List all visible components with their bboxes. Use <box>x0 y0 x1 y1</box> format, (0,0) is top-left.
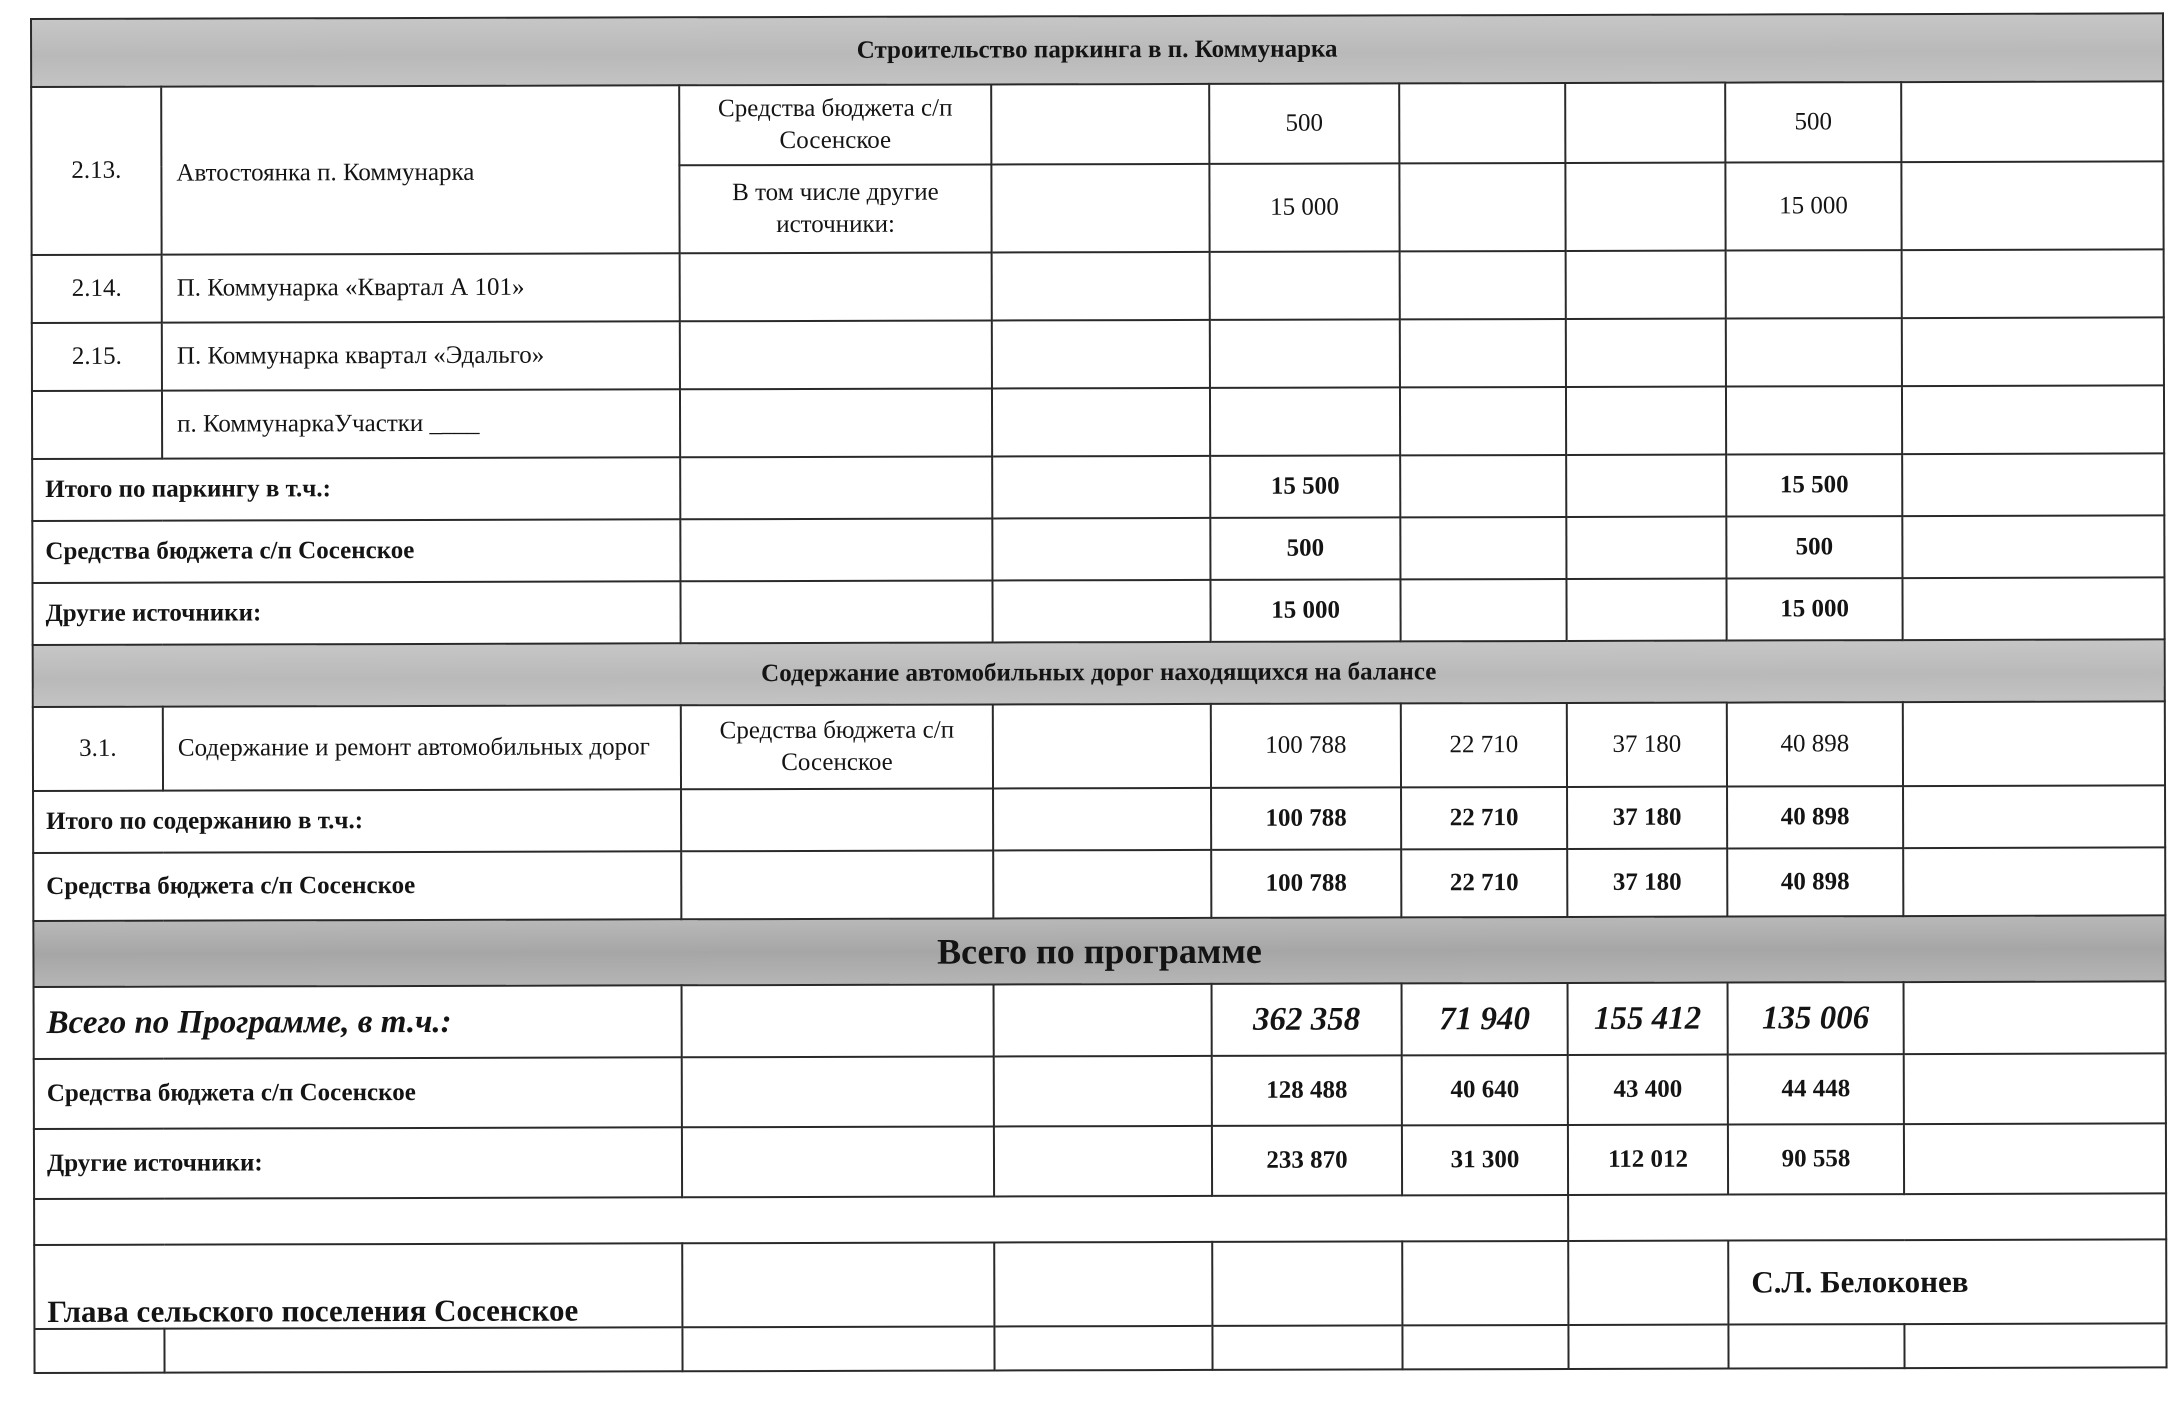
total-row <box>32 515 2164 583</box>
signature-title: Глава сельского поселения Сосенское <box>34 1243 682 1329</box>
year3-value: 40 898 <box>1727 786 1903 848</box>
empty-cell <box>992 580 1210 643</box>
row-number: 2.14. <box>32 255 162 323</box>
year2-value <box>1566 517 1726 579</box>
program-budget-table <box>30 12 2168 1374</box>
empty-cell <box>1901 81 2163 162</box>
empty-cell <box>682 1326 994 1371</box>
total-row <box>34 981 2166 1059</box>
empty-cell <box>34 1329 164 1373</box>
empty-cell <box>1901 161 2163 250</box>
empty-cell <box>1566 251 1726 319</box>
section-title-parking: Строительство паркинга в п. Коммунарка <box>31 13 2163 87</box>
empty-cell <box>1400 387 1566 455</box>
empty-cell <box>682 1056 994 1127</box>
row-name: П. Коммунарка квартал «Эдальго» <box>162 321 680 390</box>
total-row <box>32 453 2164 521</box>
empty-cell <box>1568 1241 1728 1325</box>
empty-cell <box>993 850 1211 919</box>
empty-cell <box>992 456 1210 519</box>
table-row <box>32 385 2164 459</box>
empty-cell <box>1212 1241 1402 1325</box>
empty-cell <box>1904 981 2166 1054</box>
total-value: 15 000 <box>1209 163 1399 251</box>
year3-value: 15 000 <box>1726 578 1902 640</box>
total-value: 100 788 <box>1211 703 1401 787</box>
empty-cell <box>1902 515 2164 578</box>
year1-value: 22 710 <box>1401 703 1567 787</box>
empty-cell <box>1904 1323 2166 1368</box>
year3-value: 15 000 <box>1725 162 1901 250</box>
year3-value: 90 558 <box>1728 1124 1904 1194</box>
section-header-row <box>31 13 2163 87</box>
signature-name: С.Л. Белоконев <box>1728 1239 2166 1324</box>
empty-cell <box>992 252 1210 321</box>
year3-value: 500 <box>1725 82 1901 162</box>
empty-cell <box>1904 1123 2166 1194</box>
document-sheet <box>30 12 2166 1388</box>
empty-cell <box>991 84 1209 165</box>
empty-cell <box>1402 1241 1568 1325</box>
empty-cell <box>680 388 992 457</box>
empty-cell <box>994 1056 1212 1127</box>
year2-value: 155 412 <box>1568 983 1728 1055</box>
year3-value: 44 448 <box>1728 1054 1904 1124</box>
empty-cell <box>994 1326 1212 1371</box>
section-header-row <box>33 639 2165 707</box>
empty-cell <box>1902 249 2164 318</box>
year1-value <box>1399 83 1565 163</box>
total-row <box>32 577 2164 645</box>
table-row <box>32 249 2164 323</box>
empty-cell <box>991 164 1209 253</box>
empty-cell <box>1902 317 2164 386</box>
year1-value <box>1400 517 1566 579</box>
table-row <box>31 81 2163 167</box>
empty-cell <box>682 1126 994 1197</box>
total-value: 100 788 <box>1211 849 1401 917</box>
year3-value: 135 006 <box>1728 982 1904 1054</box>
funding-source: Средства бюджета с/п Сосенское <box>681 704 993 789</box>
year3-value: 15 500 <box>1726 454 1902 516</box>
year3-value: 500 <box>1726 516 1902 578</box>
empty-cell <box>1210 251 1400 319</box>
empty-cell <box>681 850 993 919</box>
total-label: Всего по Программе, в т.ч.: <box>34 985 682 1059</box>
empty-cell <box>680 320 992 389</box>
year2-value <box>1566 579 1726 641</box>
year2-value: 37 180 <box>1567 787 1727 849</box>
empty-cell <box>993 788 1211 851</box>
empty-cell <box>994 984 1212 1057</box>
blank-row <box>34 1323 2166 1373</box>
blank-row <box>34 1193 2166 1245</box>
total-value: 233 870 <box>1212 1125 1402 1195</box>
year1-value: 22 710 <box>1401 787 1567 849</box>
row-number: 2.13. <box>31 87 161 255</box>
total-label: Другие источники: <box>32 581 680 645</box>
total-label: Итого по паркингу в т.ч.: <box>32 457 680 521</box>
signature-row <box>34 1239 2166 1329</box>
year2-value: 37 180 <box>1567 703 1727 787</box>
total-value: 362 358 <box>1212 983 1402 1055</box>
empty-cell <box>1726 318 1902 386</box>
total-value: 15 000 <box>1210 579 1400 641</box>
empty-cell <box>1902 577 2164 640</box>
empty-cell <box>681 788 993 851</box>
empty-cell <box>994 1242 1212 1327</box>
empty-cell <box>34 1195 1568 1245</box>
empty-cell <box>1402 1325 1568 1369</box>
year1-value: 71 940 <box>1402 983 1568 1055</box>
total-row <box>34 1053 2166 1129</box>
year2-value: 37 180 <box>1567 849 1727 917</box>
total-value: 100 788 <box>1211 787 1401 849</box>
total-label: Средства бюджета с/п Сосенское <box>32 519 680 583</box>
empty-cell <box>1903 785 2165 848</box>
total-label: Средства бюджета с/п Сосенское <box>34 1057 682 1129</box>
empty-cell <box>680 518 992 581</box>
row-name: Автостоянка п. Коммунарка <box>161 85 679 254</box>
total-label: Итого по содержанию в т.ч.: <box>33 789 681 853</box>
year1-value <box>1399 163 1565 251</box>
row-name: П. Коммунарка «Квартал А 101» <box>162 253 680 322</box>
empty-cell <box>682 1242 994 1327</box>
empty-cell <box>1566 319 1726 387</box>
empty-cell <box>1904 1053 2166 1124</box>
year1-value: 22 710 <box>1401 849 1567 917</box>
empty-cell <box>1726 250 1902 318</box>
year2-value: 112 012 <box>1568 1125 1728 1195</box>
total-value: 128 488 <box>1212 1055 1402 1125</box>
empty-cell <box>1568 1325 1728 1369</box>
empty-cell <box>1902 453 2164 516</box>
total-row <box>34 1123 2166 1199</box>
row-name: п. КоммунаркаУчастки ____ <box>162 389 680 458</box>
empty-cell <box>1566 387 1726 455</box>
empty-cell <box>1210 319 1400 387</box>
section-header-row <box>33 915 2165 987</box>
total-row <box>33 847 2165 921</box>
empty-cell <box>1902 385 2164 454</box>
row-number: 3.1. <box>33 707 163 791</box>
empty-cell <box>1726 386 1902 454</box>
empty-cell <box>680 456 992 519</box>
year1-value <box>1400 579 1566 641</box>
empty-cell <box>992 518 1210 581</box>
table-row <box>33 701 2165 791</box>
funding-source: Средства бюджета с/п Сосенское <box>679 84 991 165</box>
year2-value <box>1565 83 1725 163</box>
empty-cell <box>992 320 1210 389</box>
empty-cell <box>1903 847 2165 916</box>
table-row <box>32 317 2164 391</box>
empty-cell <box>1903 701 2165 786</box>
empty-cell <box>1400 319 1566 387</box>
row-name: Содержание и ремонт автомобильных дорог <box>163 705 681 790</box>
empty-cell <box>1568 1193 2166 1241</box>
empty-cell <box>994 1126 1212 1197</box>
empty-cell <box>992 388 1210 457</box>
year1-value: 40 640 <box>1402 1055 1568 1125</box>
year1-value: 31 300 <box>1402 1125 1568 1195</box>
section-title-program: Всего по программе <box>33 915 2165 987</box>
year1-value <box>1400 455 1566 517</box>
empty-cell <box>682 984 994 1057</box>
year2-value <box>1566 455 1726 517</box>
total-value: 500 <box>1210 517 1400 579</box>
total-value: 500 <box>1209 83 1399 163</box>
empty-cell <box>164 1327 682 1372</box>
empty-cell <box>1212 1325 1402 1369</box>
empty-cell <box>993 704 1211 789</box>
year2-value <box>1565 163 1725 251</box>
funding-source: В том числе другие источники: <box>679 164 991 253</box>
total-label: Другие источники: <box>34 1127 682 1199</box>
total-value: 15 500 <box>1210 455 1400 517</box>
total-row <box>33 785 2165 853</box>
empty-cell <box>1210 387 1400 455</box>
empty-cell <box>680 580 992 643</box>
year3-value: 40 898 <box>1727 702 1903 786</box>
year3-value: 40 898 <box>1727 848 1903 916</box>
empty-cell <box>1400 251 1566 319</box>
empty-cell <box>1728 1324 1904 1368</box>
total-label: Средства бюджета с/п Сосенское <box>33 851 681 921</box>
section-title-roads: Содержание автомобильных дорог находящихся на балансе <box>33 639 2165 707</box>
empty-cell <box>680 252 992 321</box>
row-number: 2.15. <box>32 323 162 391</box>
year2-value: 43 400 <box>1568 1055 1728 1125</box>
row-number <box>32 391 162 459</box>
